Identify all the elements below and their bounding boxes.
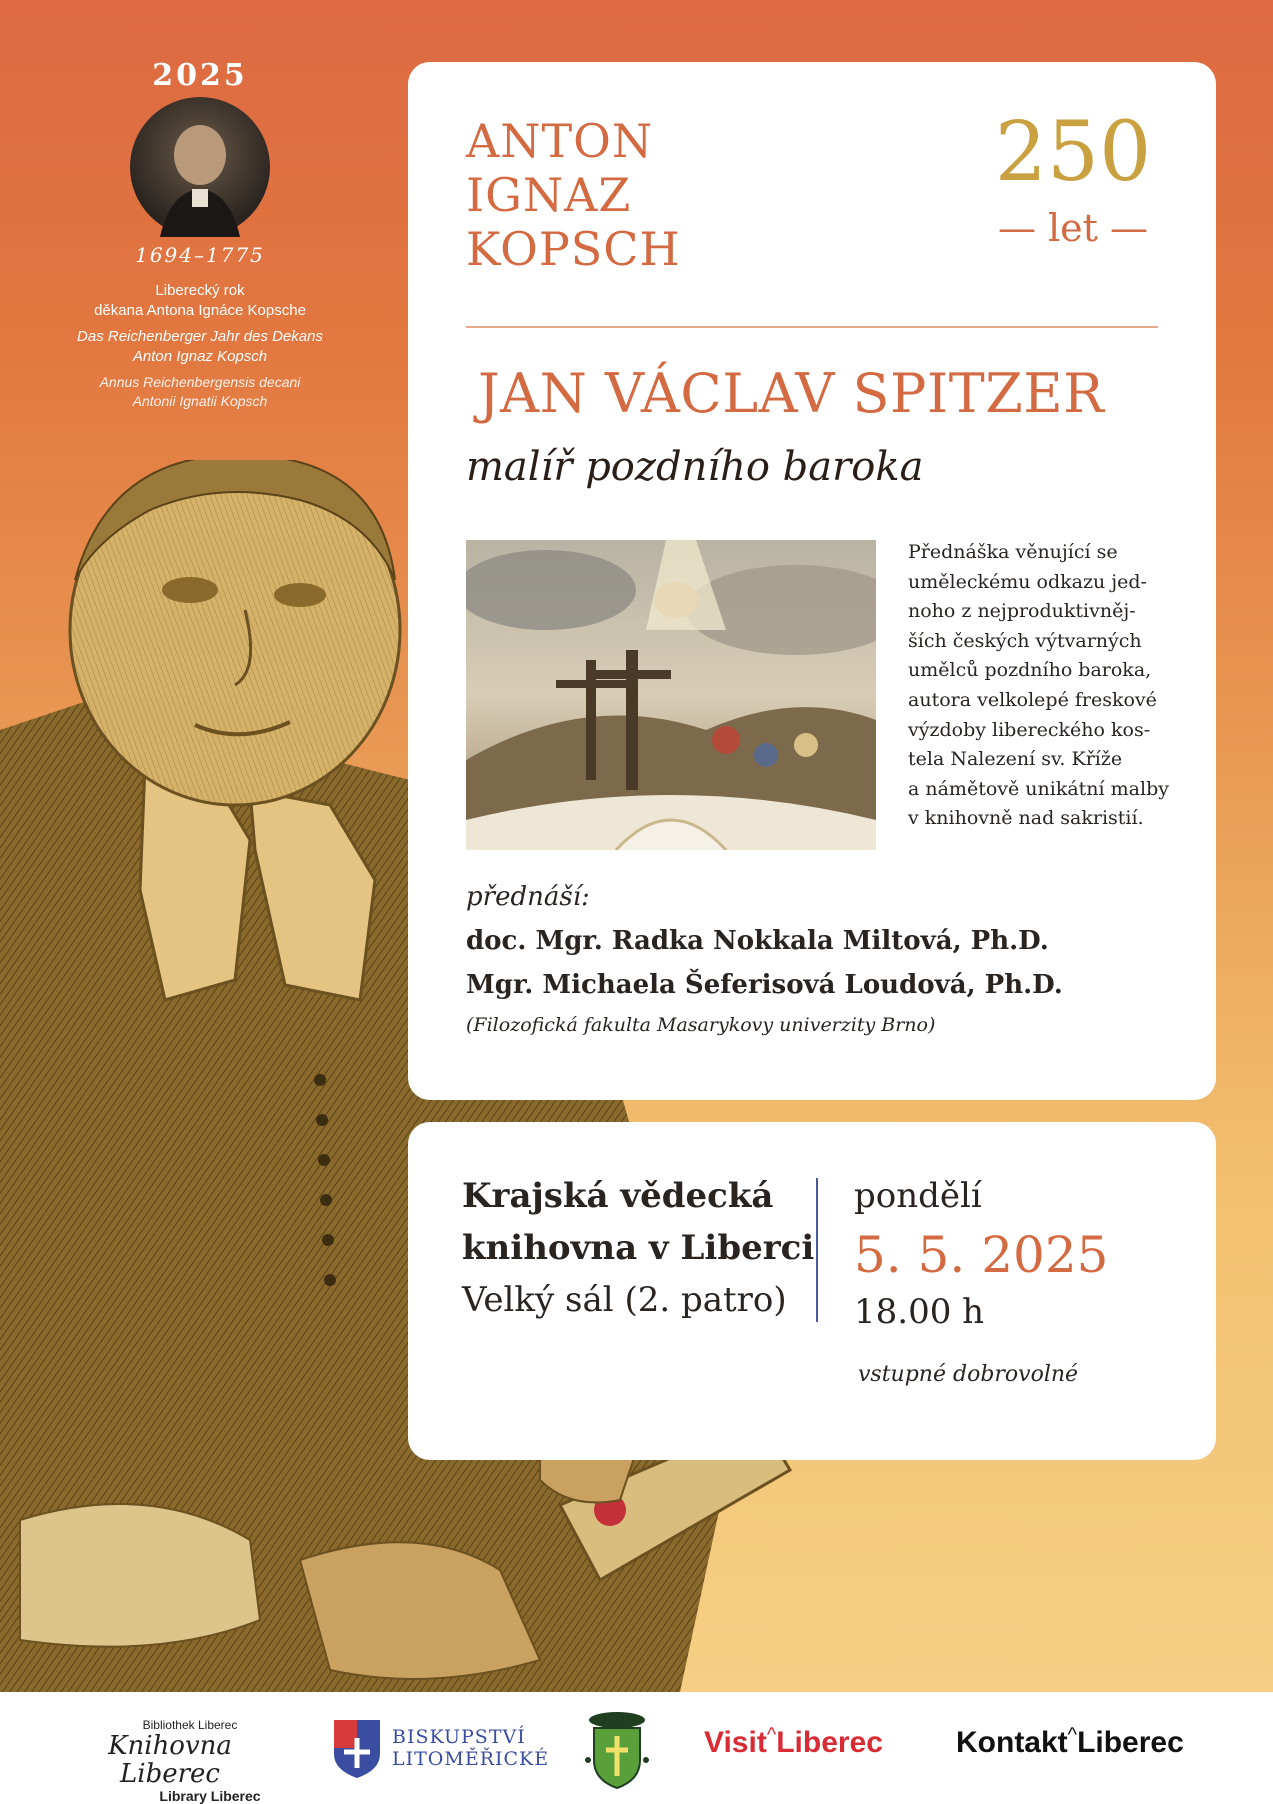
- kopsch-medallion-portrait: [130, 97, 270, 237]
- baroque-fresco-image: [466, 540, 876, 850]
- speaker-affiliation: (Filozofická fakulta Masarykovy univerzity Brno): [466, 1014, 936, 1036]
- knihovna-liberec-logo: Bibliothek Liberec Knihovna Liberec Library Liberec: [108, 1718, 261, 1804]
- event-day: pondělí: [854, 1176, 982, 1216]
- anniversary-number: 250: [994, 105, 1152, 200]
- badge-latin-text: Annus Reichenbergensis decani Antonii Ignatii Kopsch: [99, 374, 301, 409]
- venue-line-2: knihovna v Liberci: [462, 1228, 815, 1268]
- lecture-title: JAN VÁCLAV SPITZER: [478, 362, 1105, 425]
- speaker-1: doc. Mgr. Radka Nokkala Miltová, Ph.D.: [466, 926, 1049, 956]
- divider-line: [466, 326, 1158, 328]
- parish-coat-of-arms-icon: [584, 1710, 650, 1790]
- event-details-card: [408, 1122, 1216, 1460]
- event-date: 5. 5. 2025: [854, 1226, 1109, 1284]
- badge-year: 2025: [152, 58, 248, 93]
- venue-room: Velký sál (2. patro): [462, 1280, 787, 1320]
- badge-dates: 1694–1775: [135, 243, 265, 267]
- event-time: 18.00 h: [854, 1292, 985, 1332]
- kopsch-name: ANTON IGNAZ KOPSCH: [466, 114, 681, 276]
- diocese-shield-icon: [332, 1718, 382, 1780]
- partner-logos-footer: Bibliothek Liberec Knihovna Liberec Library Liberec BISKUPSTVÍ LITOMĚŘICKÉ Visit^Liberec Kontakt^Liberec: [0, 1692, 1273, 1800]
- lecture-subtitle: malíř pozdního baroka: [466, 444, 924, 490]
- visit-liberec-logo: Visit^Liberec: [704, 1724, 883, 1759]
- badge-czech-text: Liberecký rok děkana Antona Ignáce Kopsche: [94, 282, 306, 319]
- venue-line-1: Krajská vědecká: [462, 1176, 774, 1216]
- speaker-2: Mgr. Michaela Šeferisová Loudová, Ph.D.: [466, 970, 1063, 1000]
- kontakt-liberec-logo: Kontakt^Liberec: [956, 1724, 1184, 1759]
- admission-note: vstupné dobrovolné: [858, 1362, 1079, 1387]
- portrait-icon: [130, 97, 270, 237]
- kopsch-year-badge: [70, 58, 330, 411]
- badge-german-text: Das Reichenberger Jahr des Dekans Anton Ignaz Kopsch: [77, 328, 323, 365]
- speakers-label: přednáší:: [466, 882, 590, 912]
- anniversary-label: — let —: [997, 206, 1149, 250]
- lecture-description: Přednáška věnující se uměleckému odkazu jed- noho z nejproduktivněj- ších českých výtvarných umělců pozdního baroka, autora velkolepé freskové výzdoby libereckého kos- tela Nalezení sv. Kříže a námětově unikátní malby v knihovně nad sakristií.: [908, 541, 1169, 830]
- vertical-divider: [816, 1178, 818, 1322]
- lecture-card: [408, 62, 1216, 1100]
